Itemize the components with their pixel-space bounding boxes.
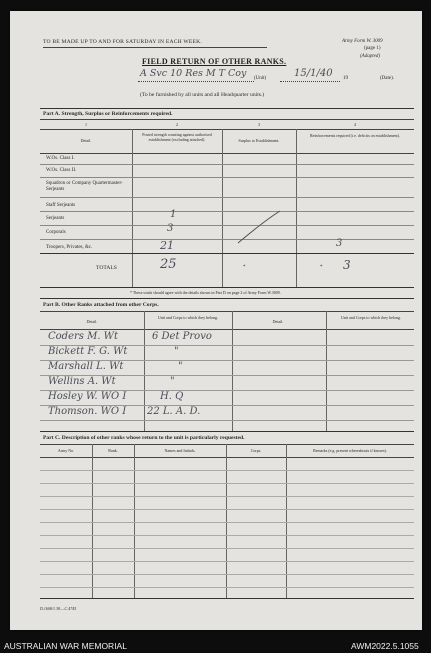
row-detail: W.Os. Class II. xyxy=(46,168,77,173)
part-a-top-rule xyxy=(40,108,414,109)
row-line xyxy=(40,522,414,523)
b-row-detail: Thomson. WO I xyxy=(48,406,127,417)
form-adapted: (Adapted) xyxy=(360,54,380,59)
archive-footer xyxy=(0,638,431,653)
c-head-army-no: Army No. xyxy=(57,448,75,453)
col-head-reinforcements: Reinforcements required (i.e. deficits on establishment). xyxy=(310,133,400,138)
b-row-unit: " xyxy=(174,346,179,357)
row-line xyxy=(40,177,414,178)
col-num-4: 4 xyxy=(354,122,356,127)
col-line xyxy=(296,129,297,287)
unit-handwritten: A Svc 10 Res M T Coy xyxy=(140,68,247,79)
footer-accession-number: AWM2022.5.1055 xyxy=(351,641,419,651)
part-a-table-top xyxy=(40,119,414,120)
divider xyxy=(40,457,414,458)
col-num-1: 1 xyxy=(85,122,87,127)
row-detail: Staff Serjeants xyxy=(46,203,76,208)
part-c-bottom-rule xyxy=(40,598,414,599)
b-head-detail-1: Detail. xyxy=(86,319,98,324)
b-row-unit: H. Q xyxy=(160,391,184,402)
row-detail: Squadron or Company Quartermaster-Serjeants xyxy=(46,181,123,192)
b-row-detail: Marshall L. Wt xyxy=(48,361,124,372)
print-code: D.1608/1.38.—C.4745 xyxy=(40,606,77,611)
row-line xyxy=(40,239,414,240)
b-row-detail: Hosley W. WO I xyxy=(48,391,127,402)
c-head-names: Names and Initials. xyxy=(164,448,196,453)
row-detail: Serjeants xyxy=(46,216,65,221)
form-sheet xyxy=(10,11,422,630)
part-b-table-top xyxy=(40,311,414,312)
surplus-strike-mark xyxy=(234,207,284,247)
date-label: (Date). xyxy=(380,76,395,81)
col-num-2: 2 xyxy=(176,122,178,127)
form-page: (page 1) xyxy=(364,46,381,51)
row-line xyxy=(40,420,414,421)
b-row-detail: Bickett F. G. Wt xyxy=(48,346,128,357)
b-row-detail: Coders M. Wt xyxy=(48,331,118,342)
totals-asterisk: * xyxy=(320,265,323,270)
form-number: Army Form W. 3009 xyxy=(342,39,383,44)
b-row-detail: Wellins A. Wt xyxy=(48,376,116,387)
b-row-unit: 6 Det Provo xyxy=(152,331,212,342)
col-line xyxy=(144,311,145,431)
part-b-title: Part B. Other Ranks attached from other Corps. xyxy=(43,302,159,308)
row-line xyxy=(40,496,414,497)
date-line xyxy=(280,81,340,82)
totals-asterisk: * xyxy=(243,265,246,270)
col-head-posted: Posted strength counting against authorised establishment (excluding attached). xyxy=(142,132,212,142)
divider xyxy=(40,329,414,330)
b-row-unit: " xyxy=(170,376,175,387)
row-line xyxy=(40,470,414,471)
row-detail: Troopers, Privates, &c. xyxy=(46,245,93,250)
part-c-top-rule xyxy=(40,431,414,432)
row-posted: 3 xyxy=(167,223,174,234)
totals-note: * These totals should agree with the details shown in Part D on page 2 of Army Form W.3009. xyxy=(130,290,281,295)
b-head-unit-2: Unit and Corps to which they belong. xyxy=(340,315,402,320)
b-row-unit: " xyxy=(178,361,183,372)
col-num-3: 3 xyxy=(258,122,260,127)
year-label: 19 xyxy=(343,76,348,81)
col-line xyxy=(326,311,327,431)
made-up-instruction: TO BE MADE UP TO AND FOR SATURDAY IN EACH WEEK. xyxy=(43,39,202,45)
part-c-title: Part C. Description of other ranks whose return to the unit is particularly requested. xyxy=(43,435,245,441)
divider xyxy=(40,153,414,154)
col-head-detail: Detail. xyxy=(80,138,92,143)
footer-institution: AUSTRALIAN WAR MEMORIAL xyxy=(4,641,127,651)
totals-reinforcements: 3 xyxy=(343,258,351,272)
row-line xyxy=(40,253,414,254)
row-line xyxy=(40,483,414,484)
row-detail: W.Os. Class I. xyxy=(46,156,75,161)
b-head-detail-2: Detail. xyxy=(272,319,284,324)
b-row-unit: 22 L. A. D. xyxy=(147,406,201,417)
form-title: FIELD RETURN OF OTHER RANKS. xyxy=(142,57,287,66)
col-line xyxy=(132,129,133,287)
c-head-corps: Corps. xyxy=(250,448,262,453)
row-line xyxy=(40,561,414,562)
c-head-rank: Rank. xyxy=(108,448,118,453)
row-line xyxy=(40,509,414,510)
row-line xyxy=(40,548,414,549)
row-line xyxy=(40,197,414,198)
divider xyxy=(43,47,267,48)
part-c-table-top xyxy=(40,444,414,445)
row-posted: 21 xyxy=(160,239,174,252)
unit-label: (Unit) xyxy=(254,76,267,81)
row-line xyxy=(40,535,414,536)
date-handwritten: 15/1/40 xyxy=(294,68,333,79)
unit-line xyxy=(138,81,254,82)
row-line xyxy=(40,225,414,226)
row-detail: Corporals xyxy=(46,230,66,235)
row-line xyxy=(40,211,414,212)
row-posted: 1 xyxy=(170,209,177,220)
b-head-unit-1: Unit and Corps to which they belong. xyxy=(157,315,219,320)
row-reinforcements: 3 xyxy=(336,238,343,249)
furnished-note: (To be furnished by all units and all Headquarter units.) xyxy=(140,92,265,98)
c-head-remarks: Remarks (e.g. present whereabouts if known). xyxy=(313,448,387,453)
row-line xyxy=(40,574,414,575)
col-head-surplus: Surplus to Establishment. xyxy=(238,138,280,143)
part-b-top-rule xyxy=(40,298,414,299)
col-line xyxy=(222,129,223,287)
divider xyxy=(40,129,414,130)
totals-bottom-rule xyxy=(40,287,414,288)
row-line xyxy=(40,164,414,165)
part-a-title: Part A. Strength, Surplus or Reinforcements required. xyxy=(43,111,173,117)
totals-posted: 25 xyxy=(160,257,177,272)
row-line xyxy=(40,587,414,588)
totals-label: TOTALS xyxy=(96,265,117,271)
col-line xyxy=(232,311,233,431)
